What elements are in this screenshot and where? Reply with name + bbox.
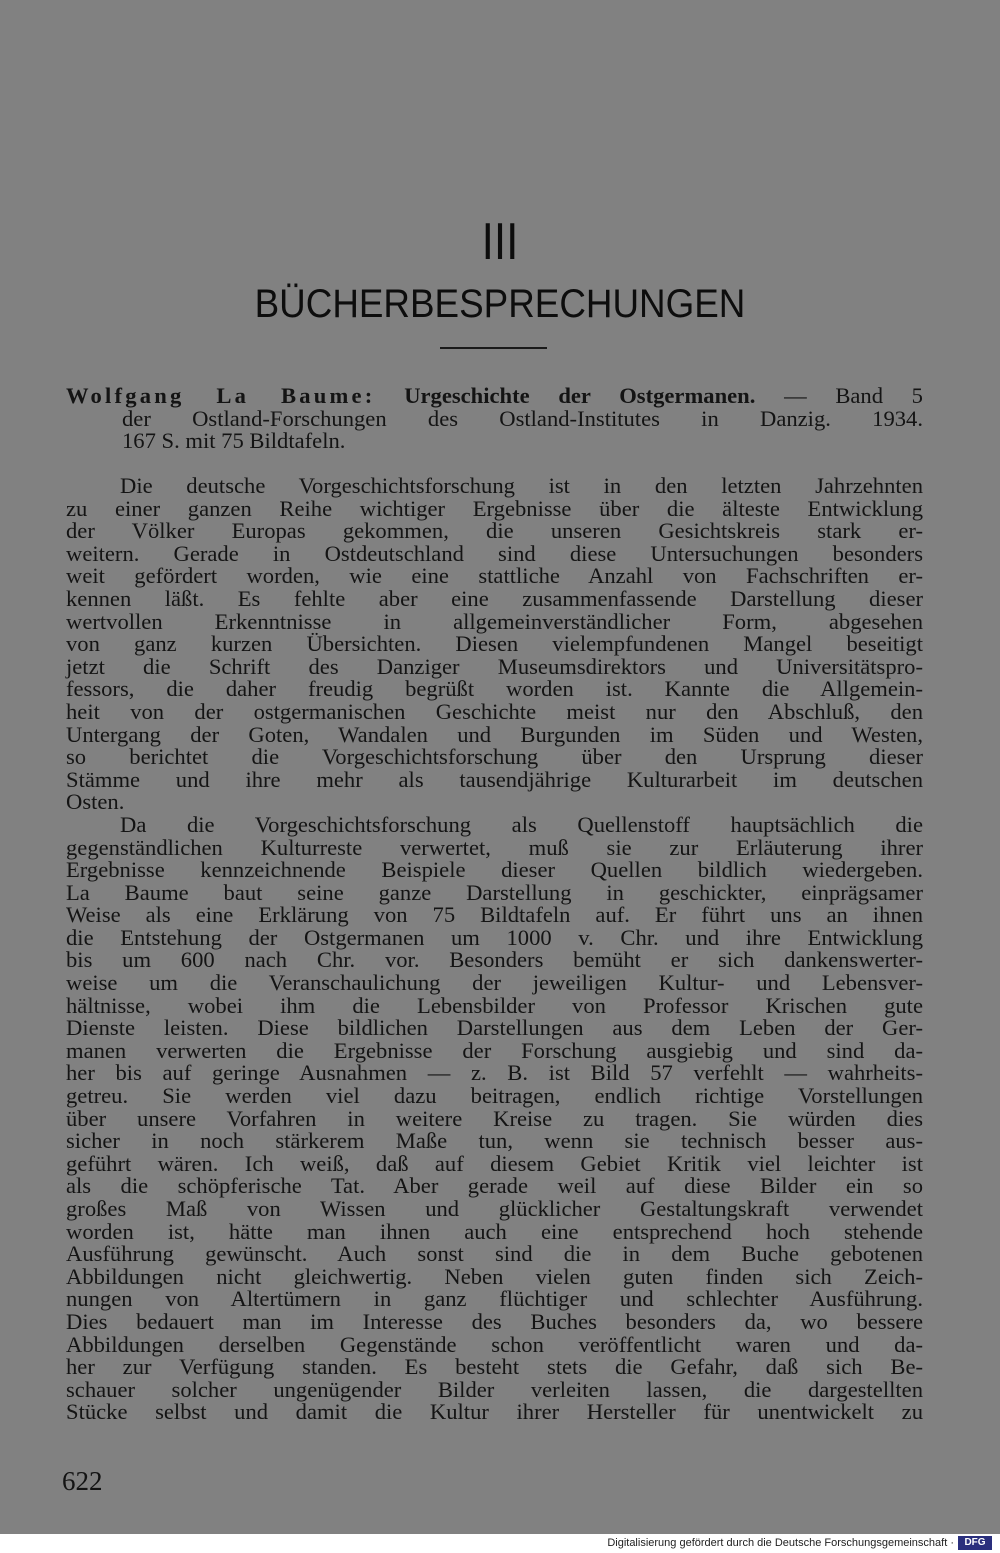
body-line: großes Maß von Wissen und glücklicher Gestaltungskraft verwendet [66, 1196, 923, 1221]
body-line: hältnisse, wobei ihm die Lebensbilder von Professor Krischen gute [66, 992, 923, 1018]
body-line: als die schöpferische Tat. Aber gerade weil auf diese Bilder ein so [66, 1173, 923, 1199]
body-line: her bis auf geringe Ausnahmen — z. B. ist Bild 57 verfehlt — wahrheits- [66, 1060, 923, 1086]
body-line: sicher in noch stärkerem Maße tun, wenn sie technisch besser aus- [66, 1128, 923, 1154]
body-line: Stämme und ihre mehr als tausendjährige Kulturarbeit im deutschen [66, 766, 923, 792]
body-line: Dies bedauert man im Interesse des Buches besonders da, wo bessere [66, 1308, 923, 1334]
citation-line-1 [66, 385, 923, 408]
body-line: worden ist, hätte man ihnen auch eine entsprechend hoch stehende [66, 1218, 923, 1244]
chapter-number: III [481, 213, 519, 271]
body-line: manen verwerten die Ergebnisse der Forschung ausgiebig und sind da- [66, 1037, 923, 1063]
dfg-logo-icon: DFG [958, 1536, 992, 1550]
body-line: bis um 600 nach Chr. vor. Besonders bemüht er sich dankenswerter- [66, 947, 923, 973]
body-line: geführt wären. Ich weiß, daß auf diesem Gebiet Kritik viel leichter ist [66, 1150, 923, 1176]
body-line: Dienste leisten. Diese bildlichen Darstellungen aus dem Leben der Ger- [66, 1015, 923, 1041]
body-line: wertvollen Erkenntnisse in allgemeinverständlicher Form, abgesehen [66, 608, 923, 634]
body-line: her zur Verfügung standen. Es besteht stets die Gefahr, daß sich Be- [66, 1354, 923, 1380]
body-line: weitern. Gerade in Ostdeutschland sind diese Untersuchungen besonders [66, 540, 923, 566]
body-line: weise um die Veranschaulichung der jeweiligen Kultur- und Lebensver- [66, 970, 923, 996]
body-line: der Völker Europas gekommen, die unseren Gesichtskreis stark er- [66, 518, 923, 544]
body-line: fessors, die daher freudig begrüßt worden ist. Kannte die Allgemein- [66, 676, 923, 702]
body-line: Abbildungen derselben Gegenstände schon veröffentlicht waren und da- [66, 1331, 923, 1357]
body-line: kennen läßt. Es fehlte aber eine zusammenfassende Darstellung dieser [66, 585, 923, 611]
body-line: die Entstehung der Ostgermanen um 1000 v. Chr. und ihre Entwicklung [66, 924, 923, 950]
body-line: Ausführung gewünscht. Auch sonst sind die in dem Buche gebotenen [66, 1241, 923, 1267]
body-line: getreu. Sie werden viel dazu beitragen, endlich richtige Vorstellungen [66, 1083, 923, 1109]
citation-line-3: 167 S. mit 75 Bildtafeln. [122, 428, 346, 454]
body-line: über unsere Vorfahren in weitere Kreise zu tragen. Sie würden dies [66, 1105, 923, 1131]
citation-title: Urgeschichte der Ostgermanen. [404, 383, 756, 408]
body-line: Stücke selbst und damit die Kultur ihrer Hersteller für unentwickelt zu [66, 1399, 923, 1425]
body-line: heit von der ostgermanischen Geschichte meist nur den Abschluß, den [66, 698, 923, 724]
page-number: 622 [62, 1466, 103, 1496]
body-line: gegenständlichen Kulturreste verwertet, muß sie zur Erläuterung ihrer [66, 834, 923, 860]
citation [66, 385, 923, 453]
body-line: Abbildungen nicht gleichwertig. Neben vielen guten finden sich Zeich- [66, 1263, 923, 1289]
body-line: Untergang der Goten, Wandalen und Burgunden im Süden und Westen, [66, 721, 923, 747]
body-line: Da die Vorgeschichtsforschung als Quellenstoff hauptsächlich die [120, 811, 923, 837]
body-line: von ganz kurzen Übersichten. Diesen vielempfundenen Mangel beseitigt [66, 631, 923, 657]
footer-credit: Digitalisierung gefördert durch die Deutsche Forschungsgemeinschaft · [607, 1537, 954, 1549]
body-line: Osten. [66, 789, 125, 815]
body-line: Die deutsche Vorgeschichtsforschung ist in den letzten Jahrzehnten [120, 473, 923, 498]
review-body [66, 475, 923, 1424]
body-line: weit gefördert worden, wie eine stattliche Anzahl von Fachschriften er- [66, 563, 923, 589]
digitization-footer [0, 1534, 1000, 1553]
section-title: BÜCHERBESPRECHUNGEN [254, 282, 746, 326]
body-line: schauer solcher ungenügender Bilder verleiten lassen, die dargestellten [66, 1376, 923, 1402]
body-line: Weise als eine Erklärung von 75 Bildtafeln auf. Er führt uns an ihnen [66, 902, 923, 928]
body-line: nungen von Altertümern in ganz flüchtiger und schlechter Ausführung. [66, 1286, 923, 1312]
citation-line-2: der Ostland-Forschungen des Ostland-Institutes in Danzig. 1934. [122, 405, 923, 431]
body-line: Ergebnisse kennzeichnende Beispiele dieser Quellen bildlich wiedergeben. [66, 857, 923, 883]
body-line: La Baume baut seine ganze Darstellung in geschickter, einprägsamer [66, 879, 923, 905]
citation-series: — Band 5 [784, 383, 923, 408]
citation-author: Wolfgang La Baume: [66, 383, 376, 408]
body-line: jetzt die Schrift des Danziger Museumsdirektors und Universitätspro- [66, 653, 923, 679]
body-line: so berichtet die Vorgeschichtsforschung über den Ursprung dieser [66, 744, 923, 770]
title-divider [440, 347, 547, 349]
body-line: zu einer ganzen Reihe wichtiger Ergebnisse über die älteste Entwicklung [66, 495, 923, 521]
